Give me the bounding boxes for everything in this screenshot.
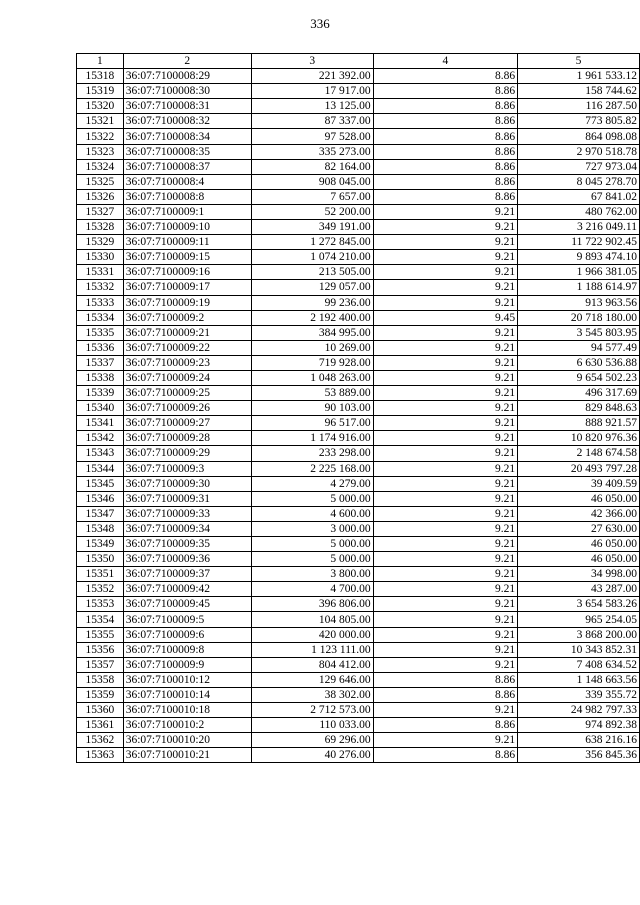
cadastral-number-cell: 36:07:7100009:2 (123, 310, 251, 325)
rate-cell: 9.21 (373, 521, 517, 536)
row-number-cell: 15348 (77, 521, 124, 536)
area-cell: 221 392.00 (251, 69, 373, 84)
value-cell: 34 998.00 (518, 567, 640, 582)
area-cell: 1 048 263.00 (251, 370, 373, 385)
rate-cell: 8.86 (373, 144, 517, 159)
cadastral-number-cell: 36:07:7100009:19 (123, 295, 251, 310)
header-cell-5: 5 (518, 54, 640, 69)
rate-cell: 9.21 (373, 204, 517, 219)
table-row (77, 552, 640, 567)
rate-cell: 8.86 (373, 159, 517, 174)
rate-cell: 8.86 (373, 174, 517, 189)
table-row (77, 672, 640, 687)
rate-cell: 9.21 (373, 491, 517, 506)
table-row (77, 340, 640, 355)
rate-cell: 9.21 (373, 355, 517, 370)
area-cell: 4 600.00 (251, 506, 373, 521)
row-number-cell: 15357 (77, 657, 124, 672)
table-row (77, 537, 640, 552)
value-cell: 829 848.63 (518, 401, 640, 416)
rate-cell: 8.86 (373, 84, 517, 99)
value-cell: 10 343 852.31 (518, 642, 640, 657)
rate-cell: 8.86 (373, 718, 517, 733)
rate-cell: 8.86 (373, 748, 517, 763)
area-cell: 13 125.00 (251, 99, 373, 114)
value-cell: 46 050.00 (518, 537, 640, 552)
value-cell: 1 188 614.97 (518, 280, 640, 295)
table-row (77, 325, 640, 340)
row-number-cell: 15338 (77, 370, 124, 385)
cadastral-number-cell: 36:07:7100009:25 (123, 386, 251, 401)
cadastral-number-cell: 36:07:7100010:2 (123, 718, 251, 733)
cadastral-number-cell: 36:07:7100009:42 (123, 582, 251, 597)
row-number-cell: 15337 (77, 355, 124, 370)
table-row (77, 235, 640, 250)
cadastral-number-cell: 36:07:7100008:30 (123, 84, 251, 99)
rate-cell: 9.21 (373, 295, 517, 310)
cadastral-number-cell: 36:07:7100009:37 (123, 567, 251, 582)
table-row (77, 144, 640, 159)
table-row (77, 250, 640, 265)
table-row (77, 401, 640, 416)
rate-cell: 9.21 (373, 401, 517, 416)
rate-cell: 9.21 (373, 657, 517, 672)
value-cell: 94 577.49 (518, 340, 640, 355)
value-cell: 158 744.62 (518, 84, 640, 99)
cadastral-number-cell: 36:07:7100009:11 (123, 235, 251, 250)
table-row (77, 461, 640, 476)
table-row (77, 295, 640, 310)
value-cell: 480 762.00 (518, 204, 640, 219)
cadastral-number-cell: 36:07:7100009:21 (123, 325, 251, 340)
value-cell: 8 045 278.70 (518, 174, 640, 189)
row-number-cell: 15358 (77, 672, 124, 687)
header-cell-1: 1 (77, 54, 124, 69)
rate-cell: 8.86 (373, 687, 517, 702)
row-number-cell: 15362 (77, 733, 124, 748)
area-cell: 1 272 845.00 (251, 235, 373, 250)
area-cell: 82 164.00 (251, 159, 373, 174)
value-cell: 864 098.08 (518, 129, 640, 144)
table-row (77, 84, 640, 99)
area-cell: 233 298.00 (251, 446, 373, 461)
cadastral-number-cell: 36:07:7100009:34 (123, 521, 251, 536)
cadastral-number-cell: 36:07:7100009:36 (123, 552, 251, 567)
cadastral-number-cell: 36:07:7100009:30 (123, 476, 251, 491)
row-number-cell: 15322 (77, 129, 124, 144)
area-cell: 129 057.00 (251, 280, 373, 295)
rate-cell: 9.21 (373, 733, 517, 748)
cadastral-number-cell: 36:07:7100009:16 (123, 265, 251, 280)
area-cell: 40 276.00 (251, 748, 373, 763)
row-number-cell: 15332 (77, 280, 124, 295)
value-cell: 46 050.00 (518, 491, 640, 506)
area-cell: 1 123 111.00 (251, 642, 373, 657)
row-number-cell: 15336 (77, 340, 124, 355)
table-row (77, 703, 640, 718)
value-cell: 42 366.00 (518, 506, 640, 521)
area-cell: 10 269.00 (251, 340, 373, 355)
cadastral-number-cell: 36:07:7100008:31 (123, 99, 251, 114)
rate-cell: 8.86 (373, 189, 517, 204)
row-number-cell: 15345 (77, 476, 124, 491)
rate-cell: 9.21 (373, 476, 517, 491)
table-row (77, 446, 640, 461)
row-number-cell: 15361 (77, 718, 124, 733)
value-cell: 1 148 663.56 (518, 672, 640, 687)
cadastral-number-cell: 36:07:7100008:35 (123, 144, 251, 159)
row-number-cell: 15359 (77, 687, 124, 702)
value-cell: 888 921.57 (518, 416, 640, 431)
rate-cell: 9.21 (373, 461, 517, 476)
area-cell: 53 889.00 (251, 386, 373, 401)
rate-cell: 9.21 (373, 265, 517, 280)
row-number-cell: 15333 (77, 295, 124, 310)
cadastral-number-cell: 36:07:7100008:32 (123, 114, 251, 129)
value-cell: 39 409.59 (518, 476, 640, 491)
rate-cell: 9.21 (373, 370, 517, 385)
rate-cell: 9.21 (373, 235, 517, 250)
value-cell: 638 216.16 (518, 733, 640, 748)
rate-cell: 9.45 (373, 310, 517, 325)
value-cell: 11 722 902.45 (518, 235, 640, 250)
value-cell: 913 963.56 (518, 295, 640, 310)
value-cell: 67 841.02 (518, 189, 640, 204)
row-number-cell: 15330 (77, 250, 124, 265)
value-cell: 10 820 976.36 (518, 431, 640, 446)
area-cell: 2 225 168.00 (251, 461, 373, 476)
area-cell: 5 000.00 (251, 552, 373, 567)
cadastral-number-cell: 36:07:7100008:4 (123, 174, 251, 189)
row-number-cell: 15344 (77, 461, 124, 476)
area-cell: 5 000.00 (251, 491, 373, 506)
area-cell: 4 700.00 (251, 582, 373, 597)
value-cell: 965 254.05 (518, 612, 640, 627)
value-cell: 2 148 674.58 (518, 446, 640, 461)
rate-cell: 9.21 (373, 597, 517, 612)
rate-cell: 9.21 (373, 220, 517, 235)
area-cell: 349 191.00 (251, 220, 373, 235)
value-cell: 3 545 803.95 (518, 325, 640, 340)
table-row (77, 159, 640, 174)
value-cell: 974 892.38 (518, 718, 640, 733)
rate-cell: 9.21 (373, 703, 517, 718)
cadastral-number-cell: 36:07:7100009:24 (123, 370, 251, 385)
row-number-cell: 15319 (77, 84, 124, 99)
cadastral-number-cell: 36:07:7100009:23 (123, 355, 251, 370)
table-row (77, 718, 640, 733)
row-number-cell: 15339 (77, 386, 124, 401)
table-row (77, 582, 640, 597)
row-number-cell: 15324 (77, 159, 124, 174)
rate-cell: 9.21 (373, 642, 517, 657)
row-number-cell: 15331 (77, 265, 124, 280)
table-header-row (77, 54, 640, 69)
table-row (77, 99, 640, 114)
header-cell-3: 3 (251, 54, 373, 69)
value-cell: 356 845.36 (518, 748, 640, 763)
row-number-cell: 15325 (77, 174, 124, 189)
rate-cell: 8.86 (373, 672, 517, 687)
rate-cell: 9.21 (373, 446, 517, 461)
cadastral-number-cell: 36:07:7100008:29 (123, 69, 251, 84)
row-number-cell: 15351 (77, 567, 124, 582)
area-cell: 335 273.00 (251, 144, 373, 159)
table-row (77, 370, 640, 385)
table-row (77, 355, 640, 370)
rate-cell: 9.21 (373, 250, 517, 265)
header-cell-2: 2 (123, 54, 251, 69)
table-row (77, 521, 640, 536)
rate-cell: 9.21 (373, 431, 517, 446)
row-number-cell: 15326 (77, 189, 124, 204)
area-cell: 99 236.00 (251, 295, 373, 310)
table-row (77, 567, 640, 582)
row-number-cell: 15356 (77, 642, 124, 657)
cadastral-number-cell: 36:07:7100009:22 (123, 340, 251, 355)
value-cell: 496 317.69 (518, 386, 640, 401)
cadastral-number-cell: 36:07:7100010:21 (123, 748, 251, 763)
value-cell: 773 805.82 (518, 114, 640, 129)
row-number-cell: 15360 (77, 703, 124, 718)
value-cell: 3 868 200.00 (518, 627, 640, 642)
row-number-cell: 15321 (77, 114, 124, 129)
area-cell: 3 000.00 (251, 521, 373, 536)
cadastral-number-cell: 36:07:7100009:10 (123, 220, 251, 235)
table-row (77, 129, 640, 144)
cadastral-number-cell: 36:07:7100008:37 (123, 159, 251, 174)
row-number-cell: 15363 (77, 748, 124, 763)
cadastral-number-cell: 36:07:7100009:5 (123, 612, 251, 627)
value-cell: 24 982 797.33 (518, 703, 640, 718)
row-number-cell: 15347 (77, 506, 124, 521)
row-number-cell: 15341 (77, 416, 124, 431)
header-cell-4: 4 (373, 54, 517, 69)
table-row (77, 491, 640, 506)
area-cell: 69 296.00 (251, 733, 373, 748)
area-cell: 104 805.00 (251, 612, 373, 627)
table-row (77, 733, 640, 748)
table-row (77, 69, 640, 84)
row-number-cell: 15335 (77, 325, 124, 340)
cadastral-number-cell: 36:07:7100009:26 (123, 401, 251, 416)
value-cell: 3 654 583.26 (518, 597, 640, 612)
table-row (77, 310, 640, 325)
cadastral-number-cell: 36:07:7100009:3 (123, 461, 251, 476)
table-row (77, 612, 640, 627)
cadastral-number-cell: 36:07:7100009:35 (123, 537, 251, 552)
registry-table (76, 53, 640, 763)
area-cell: 1 074 210.00 (251, 250, 373, 265)
rate-cell: 9.21 (373, 537, 517, 552)
table-row (77, 265, 640, 280)
area-cell: 5 000.00 (251, 537, 373, 552)
area-cell: 110 033.00 (251, 718, 373, 733)
table-row (77, 506, 640, 521)
table-row (77, 748, 640, 763)
area-cell: 97 528.00 (251, 129, 373, 144)
area-cell: 96 517.00 (251, 416, 373, 431)
cadastral-number-cell: 36:07:7100009:15 (123, 250, 251, 265)
value-cell: 20 718 180.00 (518, 310, 640, 325)
rate-cell: 8.86 (373, 129, 517, 144)
value-cell: 6 630 536.88 (518, 355, 640, 370)
value-cell: 339 355.72 (518, 687, 640, 702)
table-row (77, 220, 640, 235)
area-cell: 87 337.00 (251, 114, 373, 129)
cadastral-number-cell: 36:07:7100010:12 (123, 672, 251, 687)
area-cell: 17 917.00 (251, 84, 373, 99)
rate-cell: 8.86 (373, 114, 517, 129)
value-cell: 9 893 474.10 (518, 250, 640, 265)
row-number-cell: 15323 (77, 144, 124, 159)
table-row (77, 386, 640, 401)
table-row (77, 416, 640, 431)
cadastral-number-cell: 36:07:7100009:1 (123, 204, 251, 219)
cadastral-number-cell: 36:07:7100008:8 (123, 189, 251, 204)
area-cell: 90 103.00 (251, 401, 373, 416)
area-cell: 2 712 573.00 (251, 703, 373, 718)
row-number-cell: 15329 (77, 235, 124, 250)
value-cell: 3 216 049.11 (518, 220, 640, 235)
value-cell: 116 287.50 (518, 99, 640, 114)
table-row (77, 431, 640, 446)
area-cell: 3 800.00 (251, 567, 373, 582)
row-number-cell: 15340 (77, 401, 124, 416)
row-number-cell: 15353 (77, 597, 124, 612)
table-row (77, 189, 640, 204)
cadastral-number-cell: 36:07:7100010:14 (123, 687, 251, 702)
area-cell: 129 646.00 (251, 672, 373, 687)
area-cell: 213 505.00 (251, 265, 373, 280)
table-row (77, 174, 640, 189)
value-cell: 1 961 533.12 (518, 69, 640, 84)
row-number-cell: 15349 (77, 537, 124, 552)
row-number-cell: 15327 (77, 204, 124, 219)
cadastral-number-cell: 36:07:7100009:33 (123, 506, 251, 521)
area-cell: 38 302.00 (251, 687, 373, 702)
row-number-cell: 15355 (77, 627, 124, 642)
row-number-cell: 15328 (77, 220, 124, 235)
table-row (77, 627, 640, 642)
row-number-cell: 15318 (77, 69, 124, 84)
value-cell: 43 287.00 (518, 582, 640, 597)
table-body (77, 69, 640, 763)
value-cell: 46 050.00 (518, 552, 640, 567)
table-row (77, 642, 640, 657)
cadastral-number-cell: 36:07:7100009:27 (123, 416, 251, 431)
value-cell: 9 654 502.23 (518, 370, 640, 385)
table-row (77, 204, 640, 219)
rate-cell: 9.21 (373, 506, 517, 521)
row-number-cell: 15352 (77, 582, 124, 597)
area-cell: 420 000.00 (251, 627, 373, 642)
cadastral-number-cell: 36:07:7100010:18 (123, 703, 251, 718)
area-cell: 52 200.00 (251, 204, 373, 219)
area-cell: 2 192 400.00 (251, 310, 373, 325)
rate-cell: 9.21 (373, 280, 517, 295)
row-number-cell: 15346 (77, 491, 124, 506)
rate-cell: 9.21 (373, 582, 517, 597)
value-cell: 7 408 634.52 (518, 657, 640, 672)
row-number-cell: 15342 (77, 431, 124, 446)
rate-cell: 9.21 (373, 340, 517, 355)
rate-cell: 8.86 (373, 69, 517, 84)
area-cell: 396 806.00 (251, 597, 373, 612)
rate-cell: 9.21 (373, 552, 517, 567)
area-cell: 1 174 916.00 (251, 431, 373, 446)
table-row (77, 280, 640, 295)
value-cell: 1 966 381.05 (518, 265, 640, 280)
rate-cell: 8.86 (373, 99, 517, 114)
area-cell: 384 995.00 (251, 325, 373, 340)
cadastral-number-cell: 36:07:7100008:34 (123, 129, 251, 144)
cadastral-number-cell: 36:07:7100009:31 (123, 491, 251, 506)
value-cell: 2 970 518.78 (518, 144, 640, 159)
cadastral-number-cell: 36:07:7100009:17 (123, 280, 251, 295)
rate-cell: 9.21 (373, 627, 517, 642)
rate-cell: 9.21 (373, 567, 517, 582)
rate-cell: 9.21 (373, 325, 517, 340)
rate-cell: 9.21 (373, 612, 517, 627)
rate-cell: 9.21 (373, 416, 517, 431)
table-row (77, 114, 640, 129)
row-number-cell: 15334 (77, 310, 124, 325)
cadastral-number-cell: 36:07:7100009:29 (123, 446, 251, 461)
table-row (77, 687, 640, 702)
cadastral-number-cell: 36:07:7100010:20 (123, 733, 251, 748)
cadastral-number-cell: 36:07:7100009:6 (123, 627, 251, 642)
value-cell: 20 493 797.28 (518, 461, 640, 476)
area-cell: 7 657.00 (251, 189, 373, 204)
area-cell: 804 412.00 (251, 657, 373, 672)
row-number-cell: 15320 (77, 99, 124, 114)
table-row (77, 657, 640, 672)
row-number-cell: 15343 (77, 446, 124, 461)
area-cell: 719 928.00 (251, 355, 373, 370)
area-cell: 908 045.00 (251, 174, 373, 189)
page-number: 336 (310, 16, 330, 31)
value-cell: 27 630.00 (518, 521, 640, 536)
table-row (77, 476, 640, 491)
value-cell: 727 973.04 (518, 159, 640, 174)
area-cell: 4 279.00 (251, 476, 373, 491)
cadastral-number-cell: 36:07:7100009:45 (123, 597, 251, 612)
table-row (77, 597, 640, 612)
row-number-cell: 15354 (77, 612, 124, 627)
cadastral-number-cell: 36:07:7100009:9 (123, 657, 251, 672)
row-number-cell: 15350 (77, 552, 124, 567)
cadastral-number-cell: 36:07:7100009:8 (123, 642, 251, 657)
rate-cell: 9.21 (373, 386, 517, 401)
cadastral-number-cell: 36:07:7100009:28 (123, 431, 251, 446)
